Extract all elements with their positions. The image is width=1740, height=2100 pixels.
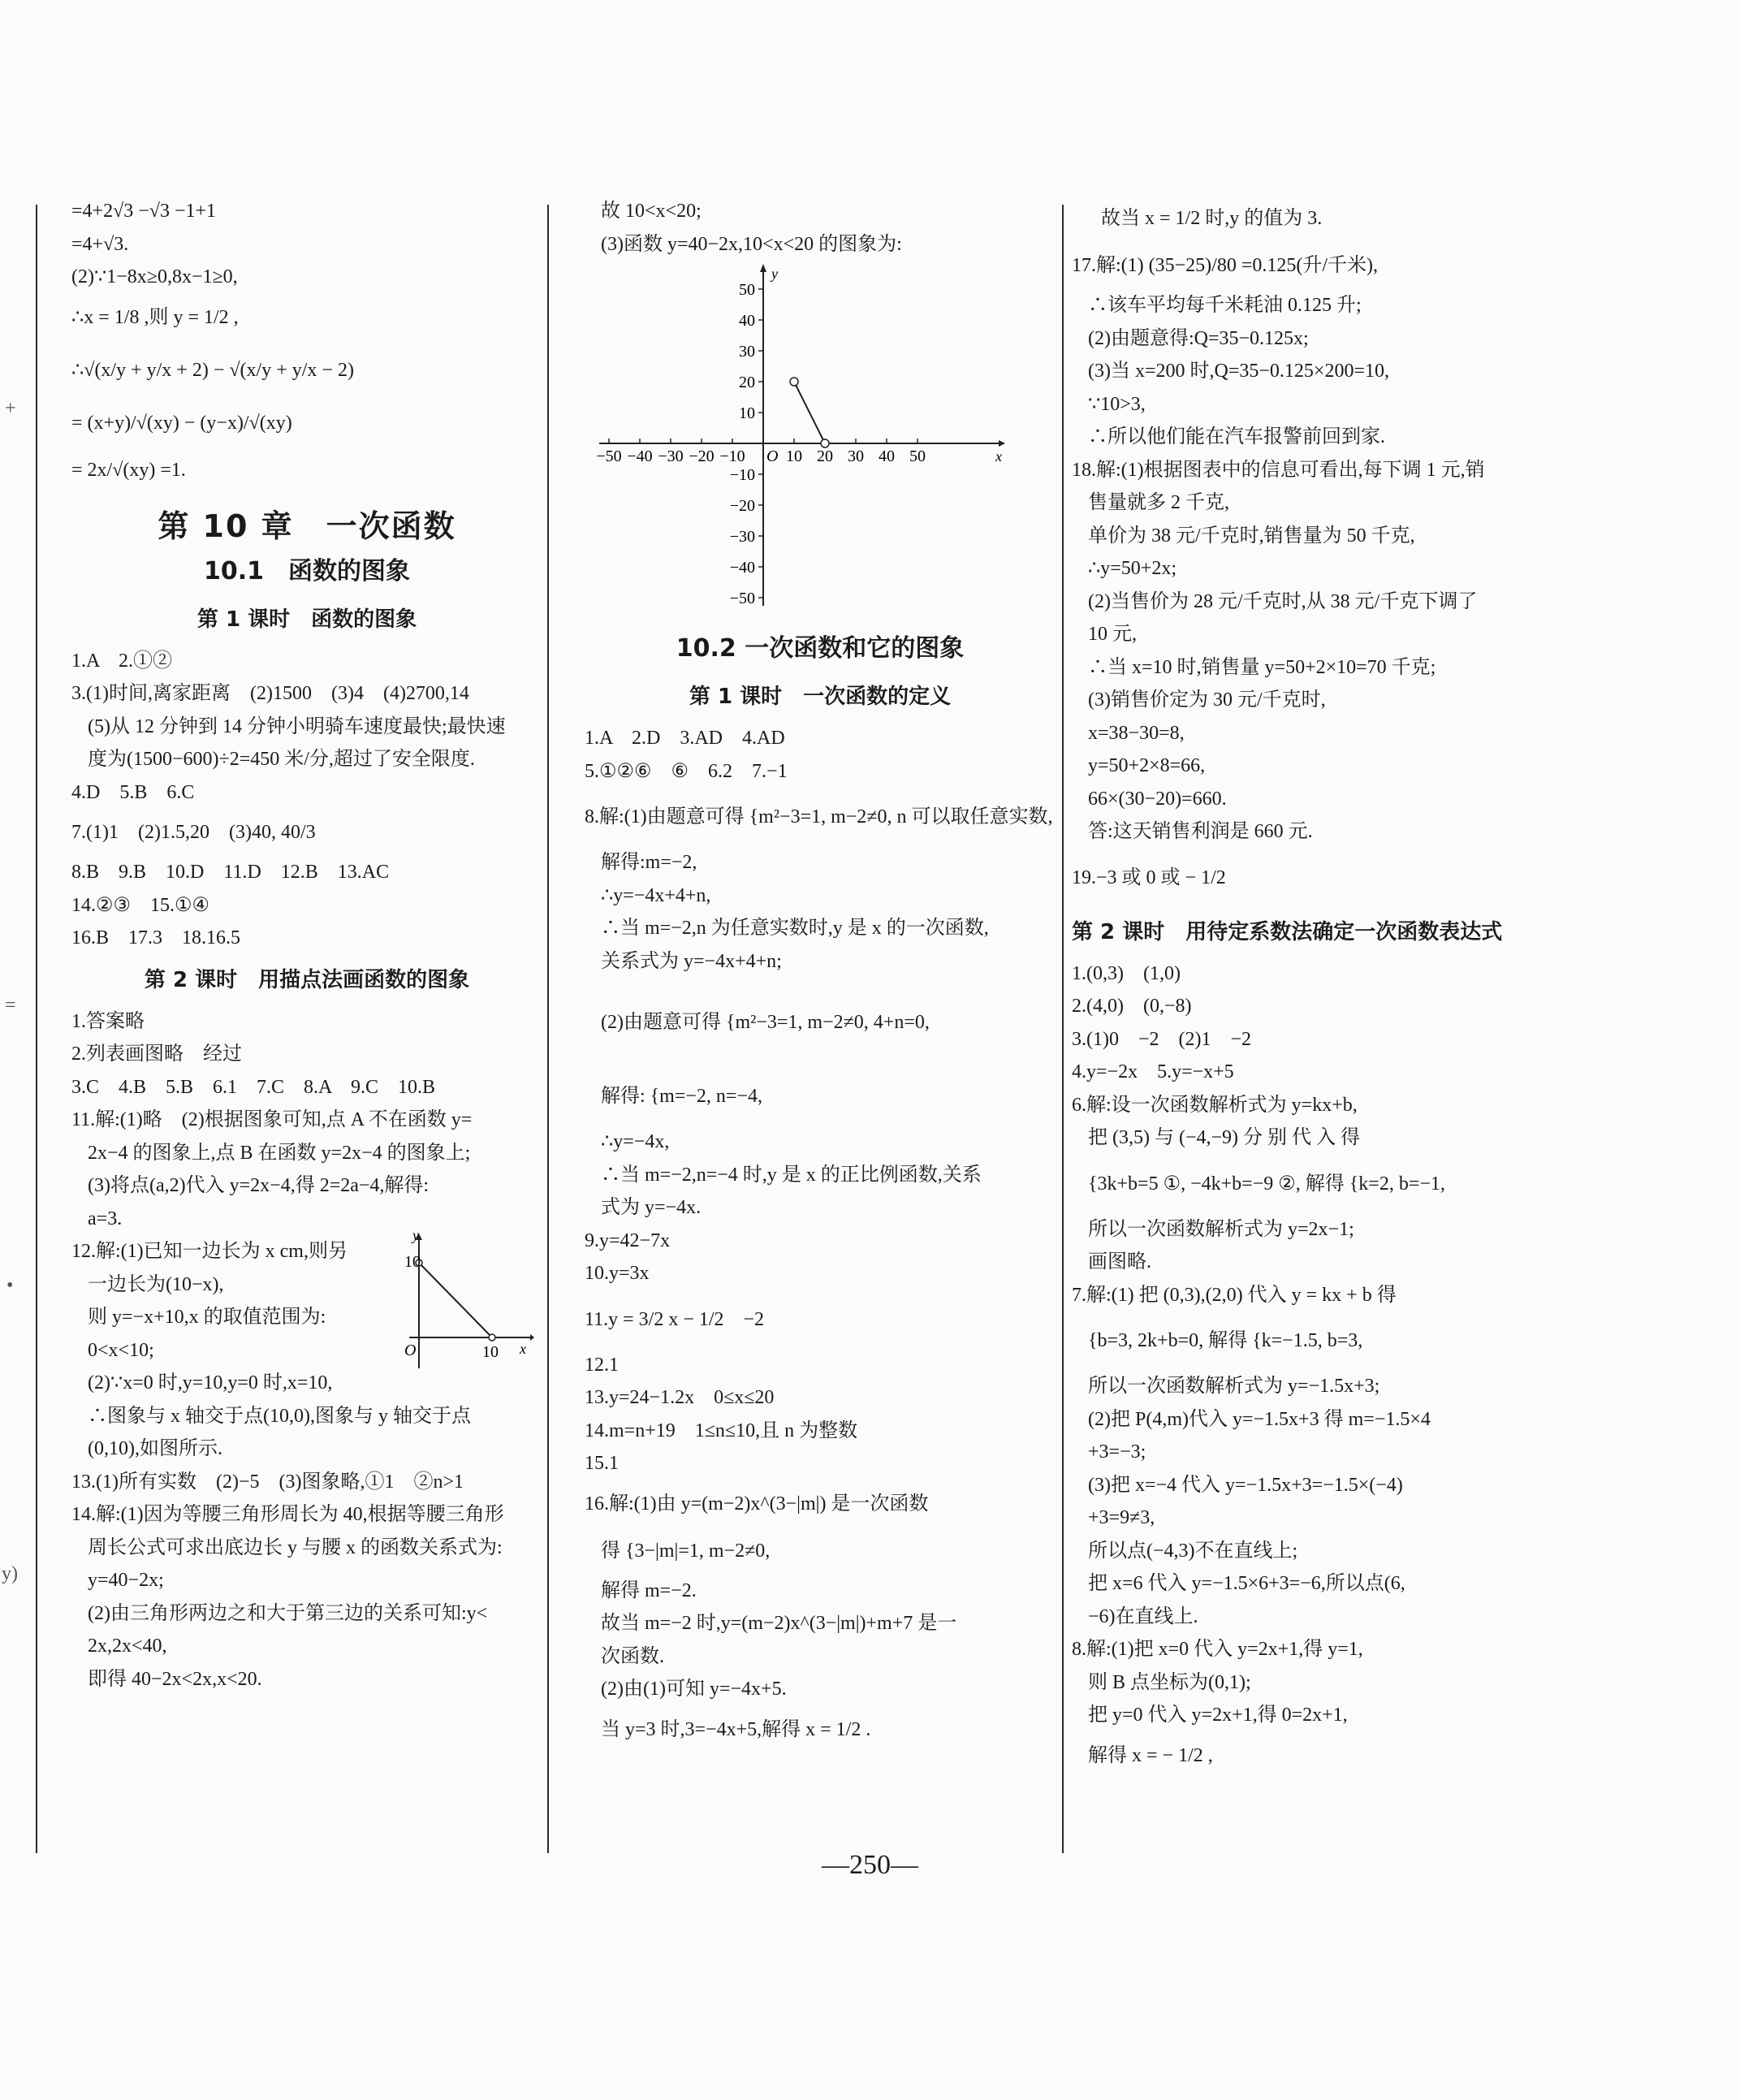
margin-mark-dot: • [6,1275,14,1296]
y-axis-label: y [771,266,778,282]
answer-line: ∴y=50+2x; [1088,558,1177,579]
answer-line: 关系式为 y=−4x+4+n; [601,950,782,972]
column-divider-1 [547,205,549,1853]
text-line: 故当 x = 1/2 时,y 的值为 3. [1101,208,1323,229]
answer-line: 当 y=3 时,3=−4x+5,解得 x = 1/2 . [601,1718,871,1740]
column-divider-left-margin [36,205,37,1853]
answer-line: 12.解:(1)已知一边长为 x cm,则另 [71,1241,348,1262]
answer-line: 所以一次函数解析式为 y=2x−1; [1088,1218,1354,1240]
answer-line: ∴该车平均每千米耗油 0.125 升; [1088,295,1362,316]
answer-line: 解得: {m=−2, n=−4, [601,1086,762,1107]
x-axis-label: x [520,1341,526,1357]
answer-line: 4.y=−2x 5.y=−x+5 [1072,1061,1234,1082]
x-tick-label: −20 [689,447,715,465]
lesson-title: 第 2 课时 用待定系数法确定一次函数表达式 [1072,919,1503,944]
graph-line [419,1263,492,1337]
answer-line: (2)把 P(4,m)代入 y=−1.5x+3 得 m=−1.5×4 [1088,1408,1431,1430]
answer-line: 则 y=−x+10,x 的取值范围为: [88,1307,326,1328]
answer-line: 画图略. [1088,1251,1151,1273]
answer-line: 次函数. [601,1645,664,1667]
answer-line: 3.(1)时间,离家距离 (2)1500 (3)4 (4)2700,14 [71,683,469,704]
answer-line: 1.答案略 [71,1010,145,1032]
page-number: —250— [822,1850,918,1880]
answer-line: {b=3, 2k+b=0, 解得 {k=−1.5, b=3, [1088,1330,1363,1351]
y-tick-label: 20 [739,374,755,391]
answer-line: 所以一次函数解析式为 y=−1.5x+3; [1088,1376,1380,1397]
answer-line: 1.A 2.D 3.AD 4.AD [585,728,785,749]
y-tick-label: −10 [729,466,755,484]
answer-line: (3)把 x=−4 代入 y=−1.5x+3=−1.5×(−4) [1088,1474,1403,1496]
answer-line: 售量就多 2 千克, [1088,492,1229,513]
answer-line: 3.C 4.B 5.B 6.1 7.C 8.A 9.C 10.B [71,1076,436,1098]
answer-line: 3.(1)0 −2 (2)1 −2 [1072,1028,1252,1050]
answer-line: 所以点(−4,3)不在直线上; [1088,1540,1298,1562]
answer-line: 4.D 5.B 6.C [71,781,195,803]
answer-line: ∴图象与 x 轴交于点(10,0),图象与 y 轴交于点 [88,1405,471,1427]
answer-line: 14.解:(1)因为等腰三角形周长为 40,根据等腰三角形 [71,1504,504,1525]
answer-line: 17.解:(1) (35−25)/80 =0.125(升/千米), [1072,255,1379,276]
x-tick-label: 10 [786,447,802,465]
answer-line: +3=9≠3, [1088,1507,1155,1528]
answer-line: y=50+2×8=66, [1088,755,1206,776]
function-segment [794,382,825,443]
answer-line: 1.(0,3) (1,0) [1072,962,1181,984]
margin-mark-y: y) [2,1563,18,1584]
answer-line: 2.列表画图略 经过 [71,1044,242,1065]
answer-line: 0<x<10; [88,1339,154,1361]
x-axis-label: x [995,448,1002,465]
answer-line: (2)由题意得:Q=35−0.125x; [1088,327,1309,349]
answer-line: y=40−2x; [88,1570,164,1591]
y-axis-label: y [412,1230,419,1243]
margin-mark-plus: + [5,398,16,419]
answer-line: +3=−3; [1088,1441,1146,1463]
column-divider-2 [1062,205,1064,1853]
section-title: 10.1 函数的图象 [203,556,411,585]
answer-line: 2.(4,0) (0,−8) [1072,996,1192,1017]
text-line: =4+√3. [71,233,129,255]
answer-line: ∵10>3, [1088,393,1146,415]
y-tick-label: −20 [729,497,755,515]
y-tick-label: −50 [729,590,755,607]
answer-line: 故当 m=−2 时,y=(m−2)x^(3−|m|)+m+7 是一 [601,1613,957,1634]
text-line: =4+2√3 −√3 −1+1 [71,201,217,222]
answer-line: ∴当 x=10 时,销售量 y=50+2×10=70 千克; [1088,656,1436,678]
answer-line: (0,10),如图所示. [88,1438,222,1459]
text-line: (3)函数 y=40−2x,10<x<20 的图象为: [601,233,902,255]
answer-line: (2)∵x=0 时,y=10,y=0 时,x=10, [88,1372,333,1394]
answer-line: 9.y=42−7x [585,1229,671,1251]
x-tick-label: −50 [596,447,622,465]
lesson-title: 第 1 课时 一次函数的定义 [689,685,952,709]
answer-line: ∴y=−4x+4+n, [601,884,711,906]
column-3 [1072,195,1575,1779]
x-tick-label: −40 [627,447,653,465]
answer-line: ∴所以他们能在汽车报警前回到家. [1088,426,1385,447]
answer-line: 即得 40−2x<2x,x<20. [88,1668,262,1690]
answer-line: (3)将点(a,2)代入 y=2x−4,得 2=2a−4,解得: [88,1175,430,1196]
answer-line: 则 B 点坐标为(0,1); [1088,1671,1251,1693]
answer-line: 19.−3 或 0 或 − 1/2 [1072,866,1226,888]
x-tick-label: 30 [848,447,864,465]
answer-line: 14.②③ 15.①④ [71,894,210,916]
open-endpoint [821,439,829,447]
lesson-title: 第 2 课时 用描点法画函数的图象 [144,967,470,992]
answer-line: 8.B 9.B 10.D 11.D 12.B 13.AC [71,862,390,883]
answer-line: (2)由题意可得 {m²−3=1, m−2≠0, 4+n=0, [601,1012,930,1033]
answer-line: ∴y=−4x, [601,1131,670,1152]
origin-label: O [404,1342,417,1359]
text-line: 故 10<x<20; [601,201,702,222]
x-tick-label: −10 [719,447,745,465]
y-tick-label: 40 [739,312,755,330]
answer-line: 解得:m=−2, [601,852,697,873]
text-line: ∴√(x/y + y/x + 2) − √(x/y + y/x − 2) [71,359,354,381]
answer-line: 16.B 17.3 18.16.5 [71,927,241,948]
answer-line: 13.y=24−1.2x 0≤x≤20 [585,1387,775,1408]
answer-line: 把 (3,5) 与 (−4,−9) 分 别 代 入 得 [1088,1127,1361,1148]
answer-line: (3)当 x=200 时,Q=35−0.125×200=10, [1088,361,1389,382]
y-tick-label: −40 [729,559,755,577]
answer-line: {3k+b=5 ①, −4k+b=−9 ②, 解得 {k=2, b=−1, [1088,1173,1445,1195]
lesson-title: 第 1 课时 函数的图象 [196,607,417,632]
answer-line: 得 {3−|m|=1, m−2≠0, [601,1540,771,1562]
problem-12-block [71,1230,542,1367]
answer-line: 10.y=3x [585,1263,650,1284]
y-tick-label: 10 [404,1253,421,1271]
answer-line: 1.A 2.①② [71,650,173,672]
answer-line: 11.y = 3/2 x − 1/2 −2 [585,1308,765,1330]
answer-line: 一边长为(10−x), [88,1273,224,1295]
x-tick-label: 50 [909,447,926,465]
answer-line: 8.解:(1)由题意可得 {m²−3=1, m−2≠0, n 可以取任意实数, [585,806,1053,827]
margin-mark-equals: = [5,995,16,1016]
answer-line: 2x,2x<40, [88,1635,167,1657]
answer-line: 解得 m=−2. [601,1579,697,1601]
answer-line: 10 元, [1088,624,1137,645]
answer-line: 答:这天销售利润是 660 元. [1088,821,1313,842]
origin-label: O [766,447,779,465]
x-tick-label: 20 [817,447,833,465]
answer-line: ∴当 m=−2,n=−4 时,y 是 x 的正比例函数,关系 [601,1164,982,1186]
answer-line: 周长公式可求出底边长 y 与腰 x 的函数关系式为: [88,1536,503,1558]
answer-line: −6)在直线上. [1088,1605,1198,1627]
y-tick-label: 10 [739,404,755,422]
answer-line: 式为 y=−4x. [601,1197,702,1218]
answer-line: 12.1 [585,1354,619,1376]
answer-line: 解得 x = − 1/2 , [1088,1744,1213,1766]
answer-line: (2)由(1)可知 y=−4x+5. [601,1679,787,1700]
answer-line: 15.1 [585,1453,619,1474]
text-line: ∴x = 1/8 ,则 y = 1/2 , [71,306,239,328]
answer-line: 18.解:(1)根据图表中的信息可看出,每下调 1 元,销 [1072,459,1485,481]
x-axis-arrow [999,440,1005,447]
answer-line: 16.解:(1)由 y=(m−2)x^(3−|m|) 是一次函数 [585,1493,929,1515]
answer-line: (2)当售价为 28 元/千克时,从 38 元/千克下调了 [1088,590,1478,612]
answer-line: 66×(30−20)=660. [1088,788,1227,810]
answer-line: 度为(1500−600)÷2=450 米/分,超过了安全限度. [88,749,475,770]
answer-line: 把 x=6 代入 y=−1.5×6+3=−6,所以点(6, [1088,1573,1405,1594]
x-tick-label: 10 [482,1343,499,1361]
text-line: (2)∵1−8x≥0,8x−1≥0, [71,266,238,287]
x-axis-arrow [530,1334,534,1341]
answer-line: 单价为 38 元/千克时,销售量为 50 千克, [1088,525,1415,547]
text-line: = (x+y)/√(xy) − (y−x)/√(xy) [71,412,292,434]
small-line-graph [396,1230,534,1368]
answer-line: 11.解:(1)略 (2)根据图象可知,点 A 不在函数 y= [71,1109,473,1130]
function-graph [585,261,1007,626]
answer-line: ∴当 m=−2,n 为任意实数时,y 是 x 的一次函数, [601,918,989,939]
answer-line: (3)销售价定为 30 元/千克时, [1088,689,1326,711]
answer-line: 5.①②⑥ ⑥ 6.2 7.−1 [585,760,788,782]
chapter-title: 第 10 章 一次函数 [158,508,456,544]
answer-line: 13.(1)所有实数 (2)−5 (3)图象略,①1 ②n>1 [71,1471,464,1493]
text-line: = 2x/√(xy) =1. [71,459,186,481]
answer-line: 14.m=n+19 1≤n≤10,且 n 为整数 [585,1419,858,1441]
y-tick-label: 30 [739,343,755,361]
answer-line: 7.(1)1 (2)1.5,20 (3)40, 40/3 [71,822,316,843]
column-1 [71,195,542,1696]
answer-line: 把 y=0 代入 y=2x+1,得 0=2x+1, [1088,1705,1348,1726]
answer-line: a=3. [88,1208,123,1229]
y-tick-label: −30 [729,528,755,546]
x-tick-label: 40 [879,447,895,465]
answer-line: (2)由三角形两边之和大于第三边的关系可知:y< [88,1602,488,1624]
answer-line: (5)从 12 分钟到 14 分钟小明骑车速度最快;最快速 [88,715,506,737]
answer-line: 2x−4 的图象上,点 B 在函数 y=2x−4 的图象上; [88,1142,471,1164]
open-point [489,1334,495,1341]
answer-line: x=38−30=8, [1088,722,1185,744]
x-tick-label: −30 [658,447,684,465]
open-endpoint [790,378,798,386]
answer-line: 7.解:(1) 把 (0,3),(2,0) 代入 y = kx + b 得 [1072,1284,1397,1306]
answer-line: 6.解:设一次函数解析式为 y=kx+b, [1072,1094,1358,1116]
section-title: 10.2 一次函数和它的图象 [676,634,965,663]
y-axis-arrow [760,264,766,272]
column-2 [585,195,1056,1753]
y-tick-label: 50 [739,281,755,299]
answer-line: 8.解:(1)把 x=0 代入 y=2x+1,得 y=1, [1072,1639,1363,1660]
